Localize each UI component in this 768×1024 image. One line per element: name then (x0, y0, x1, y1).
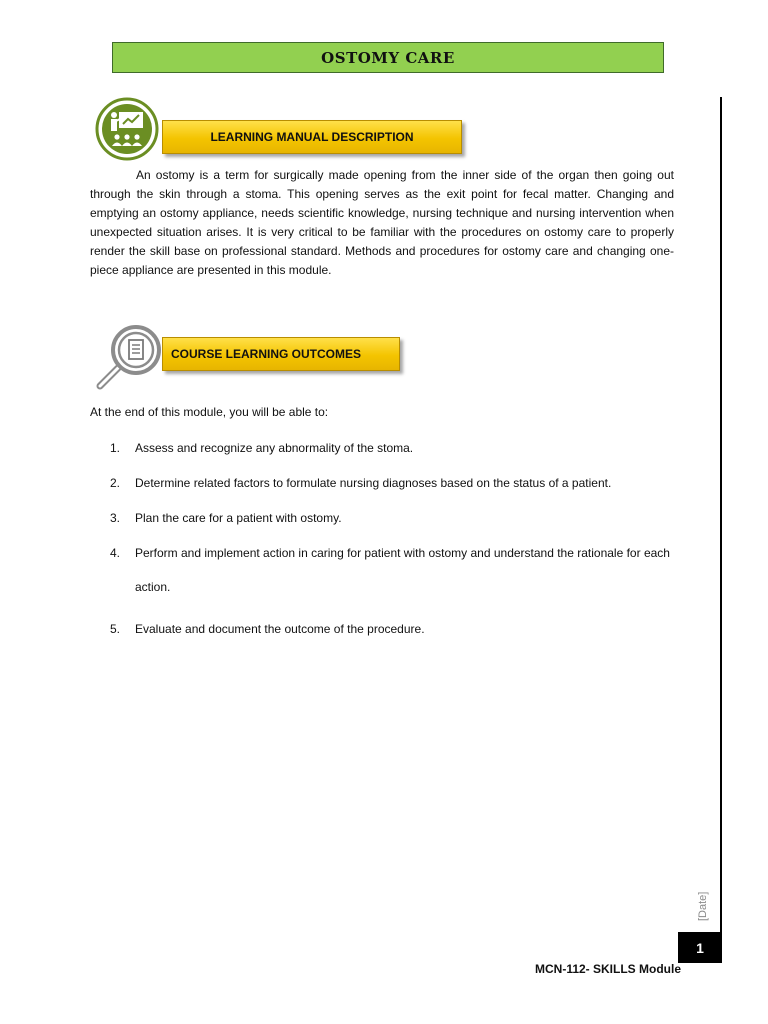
page-number: 1 (678, 932, 722, 963)
list-item-text: Assess and recognize any abnormality of the stoma. (135, 441, 414, 455)
list-item-text: Plan the care for a patient with ostomy. (135, 511, 342, 525)
list-item-number: 3. (110, 511, 121, 525)
teacher-presentation-icon (95, 97, 159, 161)
list-item-number: 4. (110, 546, 121, 560)
description-text: An ostomy is a term for surgically made opening from the inner side of the organ then going out through the skin through a stoma. This opening serves as the exit point for fecal matter. Changing and emptying an ostomy appliance, needs scientific knowledge, nursing technique and nursing intervention when unexpected situation arises. It is very critical to be familiar with the procedures on ostomy care to properly render the skill base on professional standard. Methods and procedures for ostomy care and changing one-piece appliance are presented in this module. (90, 168, 674, 277)
list-item-text: Perform and implement action in caring for patient with ostomy and understand the rationale for each action. (135, 546, 670, 594)
description-heading: LEARNING MANUAL DESCRIPTION (162, 120, 462, 154)
magnifier-document-icon (92, 322, 164, 394)
outcomes-heading: COURSE LEARNING OUTCOMES (162, 337, 400, 371)
list-item (110, 509, 670, 528)
description-paragraph (90, 166, 674, 280)
page-title: OSTOMY CARE (112, 42, 664, 73)
list-item-number: 5. (110, 622, 121, 636)
right-margin-rule (720, 97, 722, 935)
list-item (110, 544, 670, 604)
list-item (110, 439, 670, 458)
list-item (110, 474, 670, 493)
list-item-number: 2. (110, 476, 121, 490)
list-item-text: Evaluate and document the outcome of the procedure. (135, 622, 425, 636)
outcomes-intro: At the end of this module, you will be able to: (90, 405, 329, 419)
list-item-number: 1. (110, 441, 121, 455)
date-placeholder: [Date] (697, 891, 709, 921)
outcomes-list (110, 439, 670, 655)
list-item-text: Determine related factors to formulate nursing diagnoses based on the status of a patient. (135, 476, 612, 490)
footer-module-label: MCN-112- SKILLS Module (535, 962, 682, 976)
list-item (110, 620, 670, 639)
